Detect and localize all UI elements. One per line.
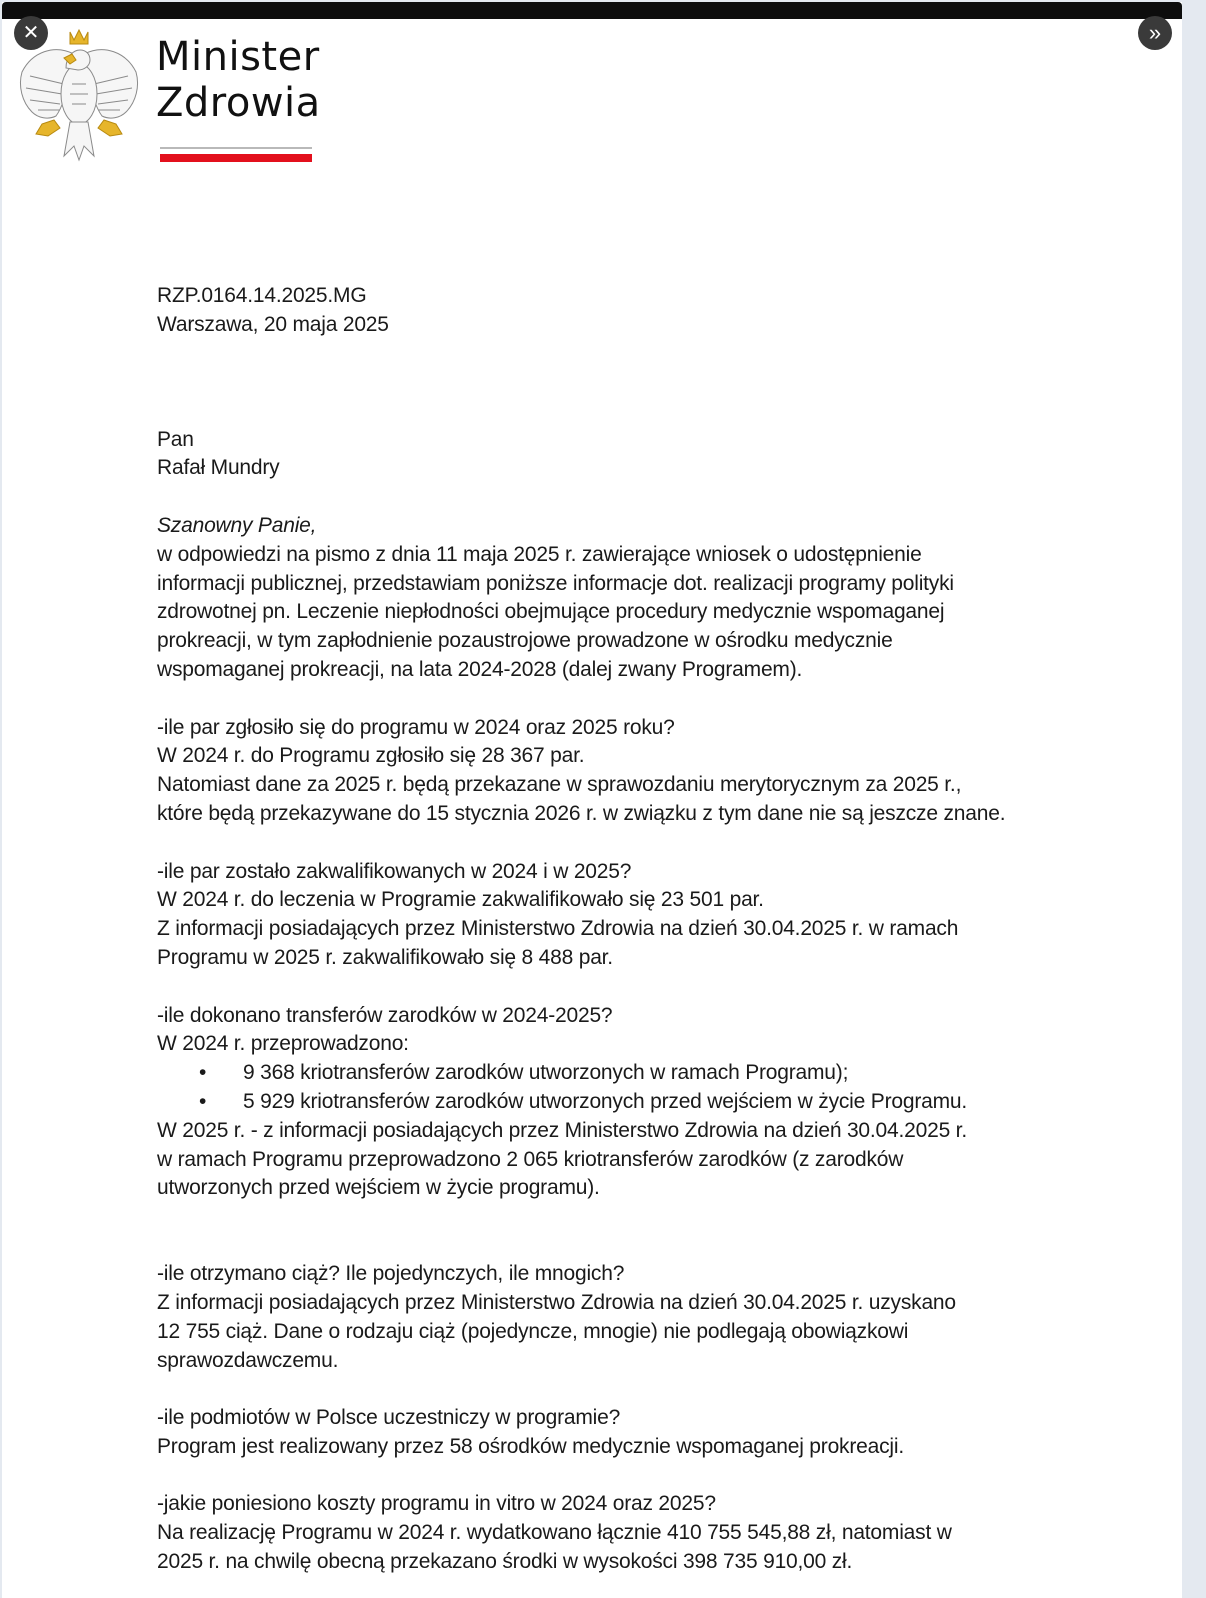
- header-rule-red: [160, 154, 312, 162]
- recipient-title: Pan: [157, 427, 194, 451]
- close-button[interactable]: [14, 16, 48, 50]
- document-viewer: [2, 2, 1182, 1598]
- answer-line: utworzonych przed wejściem w życie programu).: [157, 1176, 600, 1200]
- recipient-name: Rafał Mundry: [157, 456, 280, 480]
- intro-line: zdrowotnej pn. Leczenie niepłodności obejmujące procedury medycznie wspomaganej: [157, 600, 945, 624]
- intro-line: w odpowiedzi na pismo z dnia 11 maja 2025 r. zawierające wniosek o udostępnienie: [157, 542, 922, 566]
- answer-line: W 2025 r. - z informacji posiadających przez Ministerstwo Zdrowia na dzień 30.04.2025 r.: [157, 1118, 967, 1142]
- answer-line: w ramach Programu przeprowadzono 2 065 kriotransferów zarodków (z zarodków: [157, 1147, 904, 1171]
- letter-body: [157, 282, 1117, 1577]
- answer-line: które będą przekazywane do 15 stycznia 2026 r. w związku z tym dane nie są jeszcze znane.: [157, 801, 1006, 825]
- transfer-list: [157, 1059, 1117, 1117]
- answer-line: 12 755 ciąż. Dane o rodzaju ciąż (pojedyncze, mnogie) nie podlegają obowiązkowi: [157, 1319, 909, 1343]
- list-item: • 9 368 kriotransferów zarodków utworzonych w ramach Programu);: [199, 1059, 1117, 1088]
- close-icon: ✕: [22, 22, 40, 44]
- ministry-name: [156, 34, 321, 126]
- reference-number: RZP.0164.14.2025.MG: [157, 284, 367, 307]
- salutation: Szanowny Panie,: [157, 513, 317, 537]
- answer-line: Z informacji posiadających przez Ministerstwo Zdrowia na dzień 30.04.2025 r. w ramach: [157, 917, 959, 941]
- answer-line: Program jest realizowany przez 58 ośrodków medycznie wspomaganej prokreacji.: [157, 1434, 904, 1458]
- ministry-name-line2: Zdrowia: [156, 80, 321, 126]
- header-rule-gray: [160, 147, 312, 149]
- next-page-button[interactable]: [1138, 16, 1172, 50]
- question-2: -ile par zostało zakwalifikowanych w 2024 i w 2025?: [157, 859, 632, 883]
- answer-line: Z informacji posiadających przez Ministerstwo Zdrowia na dzień 30.04.2025 r. uzyskano: [157, 1290, 956, 1314]
- answer-line: Natomiast dane za 2025 r. będą przekazane w sprawozdaniu merytorycznym za 2025 r.,: [157, 773, 962, 797]
- question-1: -ile par zgłosiło się do programu w 2024 oraz 2025 roku?: [157, 715, 675, 739]
- viewer-top-bar: [2, 2, 1182, 19]
- ministry-name-line1: Minister: [156, 34, 320, 80]
- intro-line: informacji publicznej, przedstawiam poniższe informacje dot. realizacji programy polityki: [157, 571, 954, 595]
- question-3: -ile dokonano transferów zarodków w 2024-2025?: [157, 1003, 613, 1027]
- answer-line: Na realizację Programu w 2024 r. wydatkowano łącznie 410 755 545,88 zł, natomiast w: [157, 1521, 952, 1545]
- question-4: -ile otrzymano ciąż? Ile pojedynczych, ile mnogich?: [157, 1262, 625, 1286]
- answer-line: W 2024 r. do leczenia w Programie zakwalifikowało się 23 501 par.: [157, 888, 764, 912]
- list-item: • 5 929 kriotransferów zarodków utworzonych przed wejściem w życie Programu.: [199, 1088, 1117, 1117]
- answer-line: W 2024 r. do Programu zgłosiło się 28 367 par.: [157, 744, 585, 768]
- answer-line: 2025 r. na chwilę obecną przekazano środki w wysokości 398 735 910,00 zł.: [157, 1550, 853, 1574]
- place-date: Warszawa, 20 maja 2025: [157, 312, 389, 336]
- intro-line: prokreacji, w tym zapłodnienie pozaustrojowe prowadzone w ośrodku medycznie: [157, 629, 893, 653]
- intro-line: wspomaganej prokreacji, na lata 2024-2028 (dalej zwany Programem).: [157, 657, 803, 681]
- answer-lead: W 2024 r. przeprowadzono:: [157, 1032, 409, 1056]
- double-chevron-right-icon: »: [1148, 20, 1162, 45]
- question-5: -ile podmiotów w Polsce uczestniczy w programie?: [157, 1406, 621, 1430]
- answer-line: sprawozdawczemu.: [157, 1348, 339, 1372]
- question-6: -jakie poniesiono koszty programu in vitro w 2024 oraz 2025?: [157, 1492, 716, 1516]
- answer-line: Programu w 2025 r. zakwalifikowało się 8 488 par.: [157, 945, 613, 969]
